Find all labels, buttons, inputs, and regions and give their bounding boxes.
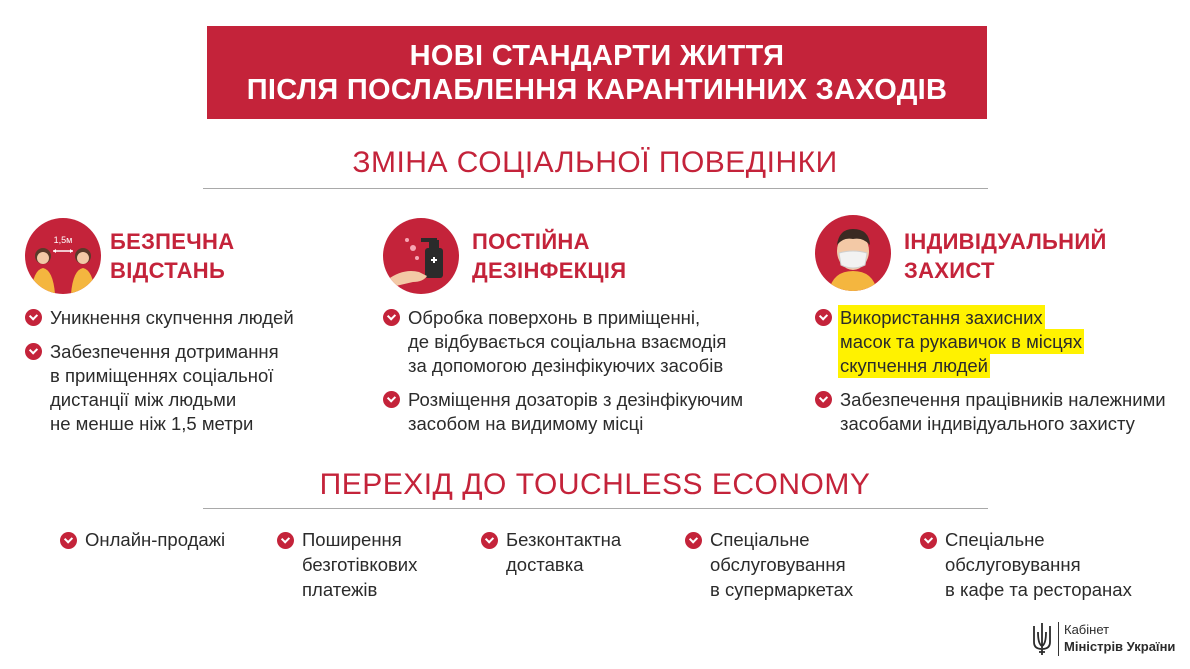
title-line-2: ПІСЛЯ ПОСЛАБЛЕННЯ КАРАНТИННИХ ЗАХОДІВ	[246, 74, 948, 106]
check-icon	[815, 391, 832, 408]
list-item-text: Обробка поверхонь в приміщенні,	[408, 307, 701, 328]
hand-sanitizer-icon	[383, 218, 459, 294]
title-line-1: НОВІ СТАНДАРТИ ЖИТТЯ	[409, 40, 785, 72]
touchless-item-text: доставка	[506, 554, 584, 575]
list-item	[25, 306, 345, 330]
highlighted-text: Використання захисних	[840, 307, 1043, 328]
touchless-item-text: в супермаркетах	[710, 579, 854, 600]
check-icon	[815, 309, 832, 326]
list-item-text: засобом на видимому місці	[408, 413, 644, 434]
touchless-item-text: Поширення	[302, 529, 402, 550]
highlighted-text: скупчення людей	[840, 355, 989, 376]
touchless-item-text: платежів	[302, 579, 378, 600]
list-item-text: Уникнення скупчення людей	[50, 307, 294, 328]
list-item-text: в приміщеннях соціальної	[50, 365, 274, 386]
bullet-list-disinfection	[383, 306, 783, 446]
list-item-text: де відбувається соціальна взаємодія	[408, 331, 727, 352]
column-title-line: ЗАХИСТ	[904, 258, 995, 283]
touchless-item	[60, 527, 225, 552]
touchless-item-text: Онлайн-продажі	[85, 529, 226, 550]
list-item	[25, 340, 345, 436]
trident-emblem-icon	[1031, 622, 1053, 656]
column-title-line: БЕЗПЕЧНА	[110, 229, 235, 254]
touchless-item	[277, 527, 417, 602]
check-icon	[25, 309, 42, 326]
check-icon	[25, 343, 42, 360]
list-item	[815, 388, 1175, 436]
touchless-item-text: обслуговування	[945, 554, 1081, 575]
column-title-line: ІНДИВІДУАЛЬНИЙ	[904, 229, 1107, 254]
list-item	[383, 306, 783, 378]
list-item-text: не менше ніж 1,5 метри	[50, 413, 254, 434]
column-title-line: ВІДСТАНЬ	[110, 258, 226, 283]
bullet-list-protection	[815, 306, 1175, 446]
list-item-text: Забезпечення дотримання	[50, 341, 279, 362]
footer-separator	[1058, 622, 1059, 656]
list-item	[815, 306, 1175, 378]
check-icon	[277, 532, 294, 549]
section-divider	[203, 508, 988, 509]
touchless-item	[481, 527, 621, 577]
column-title-distance	[110, 227, 234, 285]
face-mask-icon	[815, 215, 891, 291]
touchless-item	[685, 527, 853, 602]
section-title-touchless: ПЕРЕХІД ДО TOUCHLESS ECONOMY	[319, 468, 871, 501]
section-divider	[203, 188, 988, 189]
check-icon	[60, 532, 77, 549]
touchless-item	[920, 527, 1132, 602]
title-banner	[207, 26, 987, 119]
check-icon	[481, 532, 498, 549]
check-icon	[383, 391, 400, 408]
footer-line-2: Міністрів України	[1064, 639, 1176, 654]
distance-label: 1,5м	[53, 235, 73, 245]
list-item-text: Розміщення дозаторів з дезінфікуючим	[408, 389, 744, 410]
column-title-disinfection	[472, 227, 626, 285]
bullet-list-distance	[25, 306, 345, 446]
check-icon	[685, 532, 702, 549]
list-item	[383, 388, 783, 436]
highlighted-text: масок та рукавичок в місцях	[840, 331, 1083, 352]
touchless-item-text: Спеціальне	[710, 529, 810, 550]
touchless-item-text: Безконтактна	[506, 529, 622, 550]
check-icon	[383, 309, 400, 326]
check-icon	[920, 532, 937, 549]
list-item-text: Забезпечення працівників належними	[840, 389, 1166, 410]
touchless-item-text: обслуговування	[710, 554, 846, 575]
list-item-text: за допомогою дезінфікуючих засобів	[408, 355, 724, 376]
column-title-protection	[904, 227, 1107, 285]
touchless-item-text: Спеціальне	[945, 529, 1045, 550]
list-item-text: дистанції між людьми	[50, 389, 237, 410]
footer-line-1: Кабінет	[1064, 622, 1110, 637]
column-title-line: ПОСТІЙНА	[472, 229, 590, 254]
distance-people-icon	[25, 218, 101, 294]
section-title-social: ЗМІНА СОЦІАЛЬНОЇ ПОВЕДІНКИ	[352, 146, 838, 179]
list-item-text: засобами індивідуального захисту	[840, 413, 1135, 434]
touchless-item-text: в кафе та ресторанах	[945, 579, 1132, 600]
column-title-line: ДЕЗІНФЕКЦІЯ	[472, 258, 627, 283]
touchless-item-text: безготівкових	[302, 554, 418, 575]
